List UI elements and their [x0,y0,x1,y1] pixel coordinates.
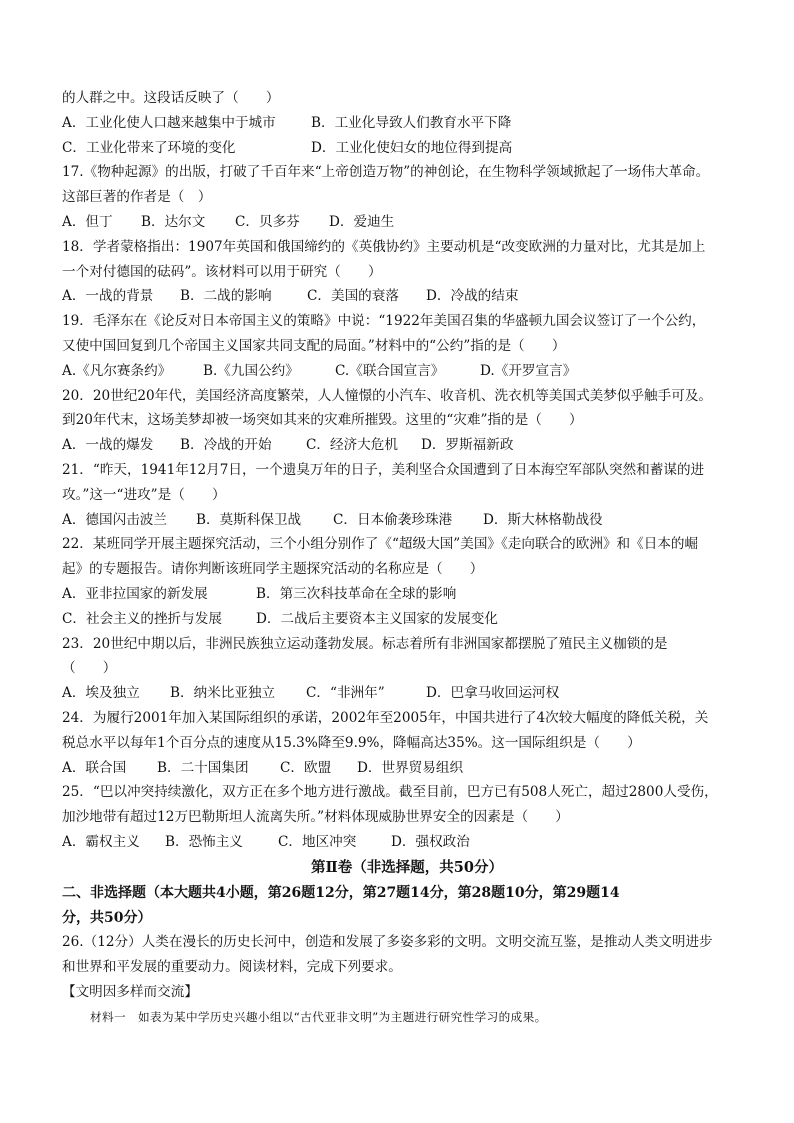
q18-option-d[interactable]: D．冷战的结束 [426,288,519,305]
q20-stem-2: 到20年代末，这场美梦却被一场突如其来的灾难所摧毁。这里的“灾难”指的是（ ） [62,412,583,429]
q21-options [62,508,752,533]
q18-option-c[interactable]: C．美国的衰落 [307,288,399,305]
q16-option-c[interactable]: C．工业化带来了环境的变化 [62,139,236,156]
q22-option-b[interactable]: B．第三次科技革命在全球的影响 [256,585,457,602]
q21-stem-1: 21．“昨天，1941年12月7日，一个遗臭万年的日子，美利坚合众国遭到了日本海空军部队突然和蓄谋的进 [62,461,705,478]
q22-options-row-2 [62,607,752,632]
q23-option-c[interactable]: C．“非洲年” [306,685,385,702]
q19-option-d[interactable]: D.《开罗宣言》 [480,362,577,379]
q23-options [62,681,752,706]
q19-option-a[interactable]: A.《凡尔赛条约》 [62,362,172,379]
q19-option-b[interactable]: B.《九国公约》 [203,362,299,379]
q24-option-d[interactable]: D．世界贸易组织 [357,759,464,776]
q17-option-d[interactable]: D．爱迪生 [329,213,395,230]
q19-stem-2: 又使中国回复到几个帝国主义国家共同支配的局面。”材料中的“公约”指的是（ ） [62,337,566,354]
q23-stem-2: （ ） [62,660,117,677]
q16-option-a[interactable]: A．工业化使人口越来越集中于城市 [62,114,276,131]
q17-option-a[interactable]: A．但丁 [62,213,113,230]
q25-options [62,830,752,855]
material-1: 材料一 如表为某中学历史兴趣小组以“古代亚非文明”为主题进行研究性学习的成果。 [90,1009,547,1024]
q22-option-d[interactable]: D．二战后主要资本主义国家的发展变化 [256,610,498,627]
q26-stem-1: 26.（12分）人类在漫长的历史长河中，创造和发展了多姿多彩的文明。文明交流互鉴，是推动人类文明进步 [62,934,713,951]
section2-heading-1: 二、非选择题（本大题共4小题，第26题12分，第27题14分，第28题10分，第29题14 [62,884,620,901]
section2-heading-2: 分，共50分） [62,909,152,926]
q25-stem-1: 25．“巴以冲突持续激化，双方正在多个地方进行激战。截至目前，巴方已有508人死亡，超过2800人受伤， [62,784,718,801]
exam-page [62,86,752,1029]
q17-stem-2: 这部巨著的作者是（ ） [62,189,212,206]
q20-option-a[interactable]: A．一战的爆发 [62,437,154,454]
q16-option-d[interactable]: D．工业化使妇女的地位得到提高 [311,139,513,156]
q23-option-b[interactable]: B．纳米比亚独立 [170,685,276,702]
q16-tail: 的人群之中。这段话反映了（ ） [62,90,280,106]
q25-option-c[interactable]: C．地区冲突 [278,833,357,850]
q25-option-b[interactable]: B．恐怖主义 [165,833,243,850]
q21-option-b[interactable]: B．莫斯科保卫战 [196,511,302,528]
q24-stem-1: 24．为履行2001年加入某国际组织的承诺，2002年至2005年，中国共进行了4次较大幅度的降低关税，关 [62,709,709,726]
q22-stem-1: 22．某班同学开展主题探究活动，三个小组分别作了《“超级大国”美国》《走向联合的欧洲》和《日本的崛 [62,536,699,553]
q22-option-c[interactable]: C．社会主义的挫折与发展 [62,610,222,627]
q19-stem-1: 19．毛泽东在《论反对日本帝国主义的策略》中说：“1922年美国召集的华盛顿九国会议签订了一个公约， [62,313,706,330]
q16-options-row-2 [62,136,752,161]
q16-option-b[interactable]: B．工业化导致人们教育水平下降 [311,114,512,131]
q20-option-c[interactable]: C．经济大危机 [306,437,398,454]
q22-options-row-1 [62,582,752,607]
q25-option-d[interactable]: D．强权政治 [391,833,470,850]
q25-option-a[interactable]: A．霸权主义 [62,833,140,850]
q22-option-a[interactable]: A．亚非拉国家的新发展 [62,585,208,602]
q17-option-b[interactable]: B．达尔文 [141,213,206,230]
q20-options [62,433,752,458]
q24-options [62,756,752,781]
q20-option-d[interactable]: D．罗斯福新政 [421,437,514,454]
q17-option-c[interactable]: C．贝多芬 [235,213,300,230]
q18-stem-1: 18．学者蒙格指出：1907年英国和俄国缔约的《英俄协约》主要动机是“改变欧洲的力量对比，尤其是加上 [62,238,706,255]
q23-stem-1: 23．20世纪中期以后，非洲民族独立运动蓬勃发展。标志着所有非洲国家都摆脱了殖民主义枷锁的是 [62,635,668,652]
q16-options-row-1 [62,111,752,136]
q23-option-d[interactable]: D．巴拿马收回运河权 [426,685,560,702]
q18-option-a[interactable]: A．一战的背景 [62,288,154,305]
q24-option-b[interactable]: B．二十国集团 [157,759,249,776]
q21-option-c[interactable]: C．日本偷袭珍珠港 [333,511,453,528]
q24-stem-2: 税总水平以每年1个百分点的速度从15.3%降至9.9%，降幅高达35%。这一国际组织是（ ） [62,734,641,751]
q24-option-c[interactable]: C．欧盟 [280,759,332,776]
q18-options [62,284,752,309]
q20-stem-1: 20．20世纪20年代，美国经济高度繁荣，人人憧憬的小汽车、收音机、洗衣机等美国式美梦似乎触手可及。 [62,387,713,404]
q17-stem-1: 17.《物种起源》的出版，打破了千百年来“上帝创造万物”的神创论，在生物科学领域掀起了一场伟大革命。 [62,164,710,181]
q23-option-a[interactable]: A．埃及独立 [62,685,140,702]
q22-stem-2: 起》的专题报告。请你判断该班同学主题探究活动的名称应是（ ） [62,561,484,578]
q26-stem-2: 和世界和平发展的重要动力。阅读材料，完成下列要求。 [62,959,402,976]
q19-options [62,359,752,384]
q21-option-a[interactable]: A．德国闪击波兰 [62,511,167,528]
q21-option-d[interactable]: D．斯大林格勒战役 [483,511,603,528]
q20-option-b[interactable]: B．冷战的开始 [180,437,272,454]
q25-stem-2: 加沙地带有超过12万巴勒斯坦人流离失所。”材料体现威胁世界安全的因素是（ ） [62,809,569,826]
q17-options [62,210,752,235]
q21-stem-2: 攻。”这一“进攻”是（ ） [62,486,226,503]
part2-title: 第Ⅱ卷（非选择题，共50分） [311,858,503,876]
q26-subhead: 【文明因多样而交流】 [62,983,198,1000]
q24-option-a[interactable]: A．联合国 [62,759,127,776]
q18-stem-2: 一个对付德国的砝码”。该材料可以用于研究（ ） [62,263,382,280]
q19-option-c[interactable]: C.《联合国宣言》 [335,362,445,379]
q18-option-b[interactable]: B．二战的影响 [180,288,272,305]
